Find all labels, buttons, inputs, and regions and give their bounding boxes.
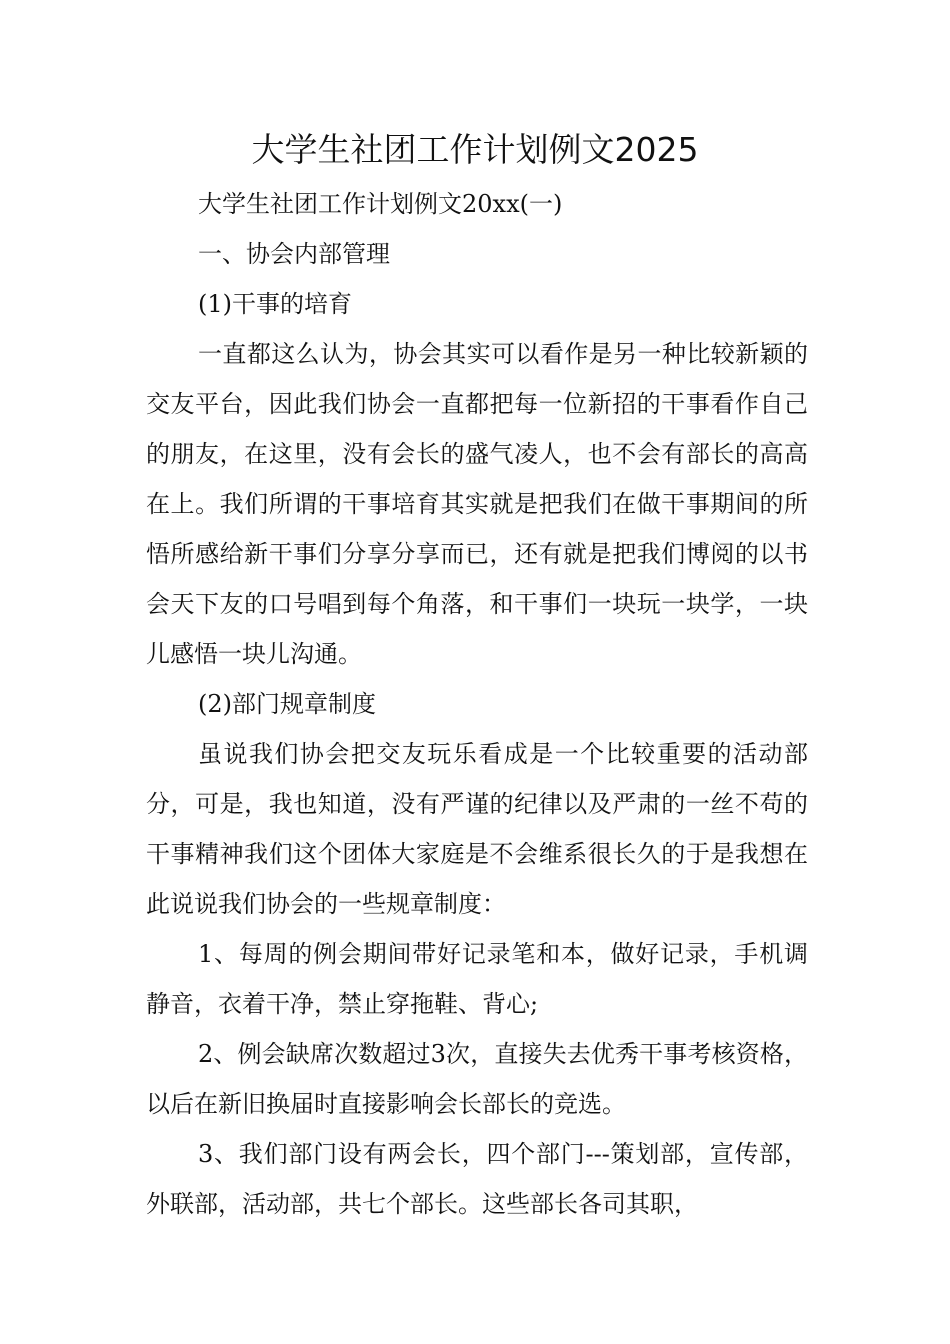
paragraph-rule-2: 2、例会缺席次数超过3次，直接失去优秀干事考核资格，以后在新旧换届时直接影响会长部长的竞选。: [146, 1040, 808, 1118]
paragraph-body-2: 虽说我们协会把交友玩乐看成是一个比较重要的活动部分，可是，我也知道，没有严谨的纪律以及严肃的一丝不苟的干事精神我们这个团体大家庭是不会维系很长久的于是我想在此说说我们协会的一些规章制度：: [146, 740, 808, 918]
paragraph-section-heading: 一、协会内部管理: [198, 240, 390, 268]
paragraph-subtitle: 大学生社团工作计划例文20xx(一): [198, 190, 563, 218]
paragraph-rule-3: 3、我们部门设有两会长，四个部门---策划部，宣传部，外联部，活动部，共七个部长。这些部长各司其职，: [146, 1140, 808, 1218]
paragraph-rule-1: 1、每周的例会期间带好记录笔和本，做好记录，手机调静音，衣着干净，禁止穿拖鞋、背心;: [146, 940, 808, 1018]
paragraph-body-1: 一直都这么认为，协会其实可以看作是另一种比较新颖的交友平台，因此我们协会一直都把每一位新招的干事看作自己的朋友，在这里，没有会长的盛气凌人，也不会有部长的高高在上。我们所谓的干事培育其实就是把我们在做干事期间的所悟所感给新干事们分享分享而已，还有就是把我们博阅的以书会天下友的口号唱到每个角落，和干事们一块玩一块学，一块儿感悟一块儿沟通。: [146, 340, 808, 668]
document-title: 大学生社团工作计划例文2025: [251, 130, 699, 169]
document-body: [146, 179, 808, 1229]
paragraph-subheading-2: (2)部门规章制度: [198, 690, 376, 718]
paragraph-subheading-1: (1)干事的培育: [198, 290, 352, 318]
